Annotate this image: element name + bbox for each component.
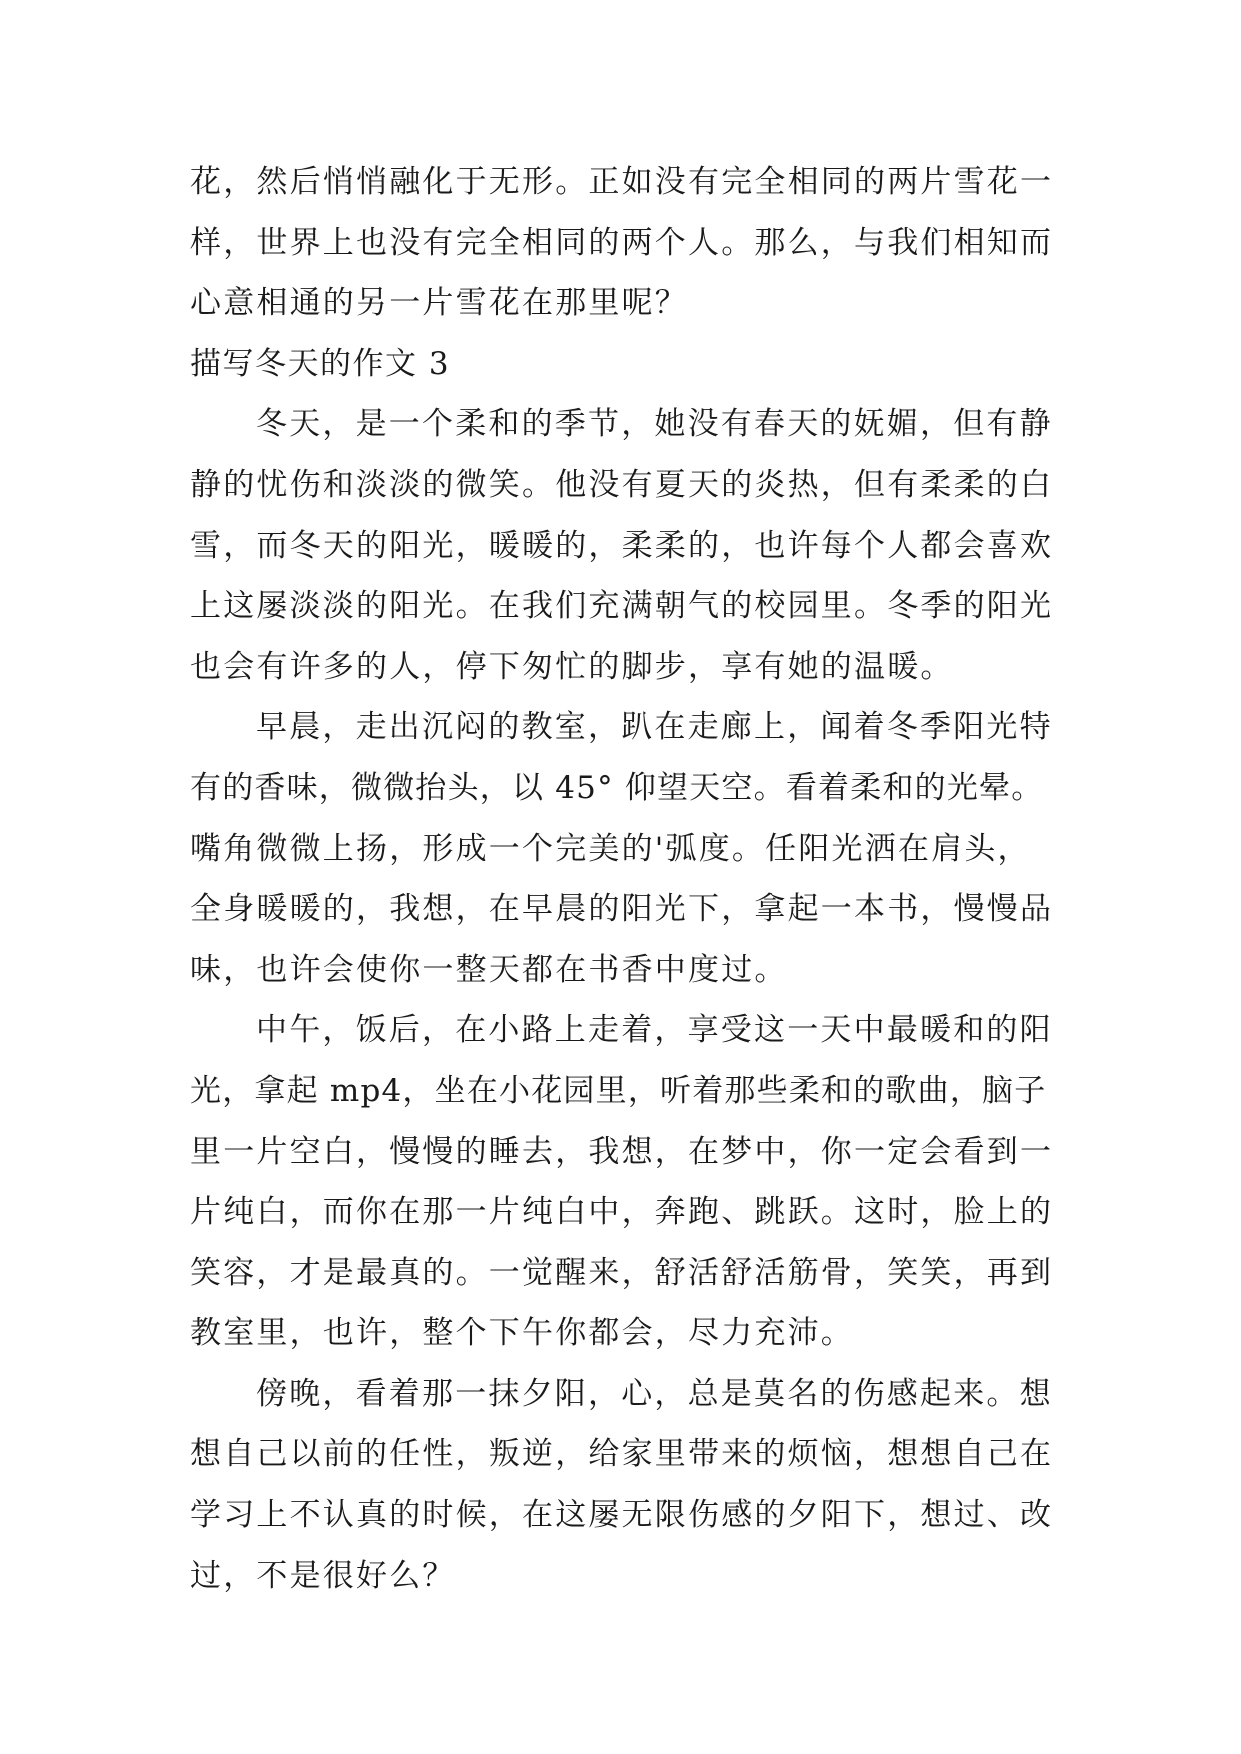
intro-line: 样，世界上也没有完全相同的两个人。那么，与我们相知而	[190, 224, 1054, 261]
paragraph-line: 光，拿起 mp4，坐在小花园里，听着那些柔和的歌曲，脑子	[190, 1072, 1047, 1109]
paragraph-line: 学习上不认真的时候，在这屡无限伤感的夕阳下，想过、改	[190, 1497, 1054, 1534]
paragraph-line: 雪，而冬天的阳光，暖暖的，柔柔的，也许每个人都会喜欢	[190, 527, 1054, 564]
paragraph-line: 片纯白，而你在那一片纯白中，奔跑、跳跃。这时，脸上的	[190, 1194, 1054, 1231]
paragraph-line: 想自己以前的任性，叛逆，给家里带来的烦恼，想想自己在	[190, 1436, 1054, 1473]
paragraph-1	[190, 394, 1070, 697]
document-body	[190, 152, 1070, 1606]
paragraph-3	[190, 1000, 1070, 1364]
paragraph-line: 有的香味，微微抬头，以 45° 仰望天空。看着柔和的光晕。	[190, 769, 1044, 806]
paragraph-line: 里一片空白，慢慢的睡去，我想，在梦中，你一定会看到一	[190, 1133, 1054, 1170]
paragraph-2	[190, 697, 1070, 1000]
paragraph-line: 中午，饭后，在小路上走着，享受这一天中最暖和的阳	[256, 1012, 1053, 1049]
paragraph-line: 静的忧伤和淡淡的微笑。他没有夏天的炎热，但有柔柔的白	[190, 466, 1054, 503]
intro-line: 心意相通的另一片雪花在那里呢？	[190, 285, 688, 322]
paragraph-line: 冬天，是一个柔和的季节，她没有春天的妩媚，但有静	[256, 406, 1053, 443]
paragraph-line: 嘴角微微上扬，形成一个完美的'弧度。任阳光洒在肩头，	[190, 830, 1031, 867]
paragraph-line: 教室里，也许，整个下午你都会，尽力充沛。	[190, 1315, 854, 1352]
paragraph-line: 味，也许会使你一整天都在书香中度过。	[190, 951, 788, 988]
section-heading: 描写冬天的作文 3	[190, 345, 451, 382]
paragraph-line: 上这屡淡淡的阳光。在我们充满朝气的校园里。冬季的阳光	[190, 588, 1054, 625]
paragraph-line: 笑容，才是最真的。一觉醒来，舒活舒活筋骨，笑笑，再到	[190, 1254, 1054, 1291]
paragraph-line: 早晨，走出沉闷的教室，趴在走廊上，闻着冬季阳光特	[256, 709, 1053, 746]
paragraph-4	[190, 1364, 1070, 1606]
intro-line: 花，然后悄悄融化于无形。正如没有完全相同的两片雪花一	[190, 164, 1054, 200]
paragraph-line: 全身暖暖的，我想，在早晨的阳光下，拿起一本书，慢慢品	[190, 891, 1054, 928]
paragraph-line: 也会有许多的人，停下匆忙的脚步，享有她的温暖。	[190, 648, 954, 685]
paragraph-line: 傍晚，看着那一抹夕阳，心，总是莫名的伤感起来。想	[256, 1375, 1053, 1412]
paragraph-line: 过，不是很好么？	[190, 1557, 456, 1594]
